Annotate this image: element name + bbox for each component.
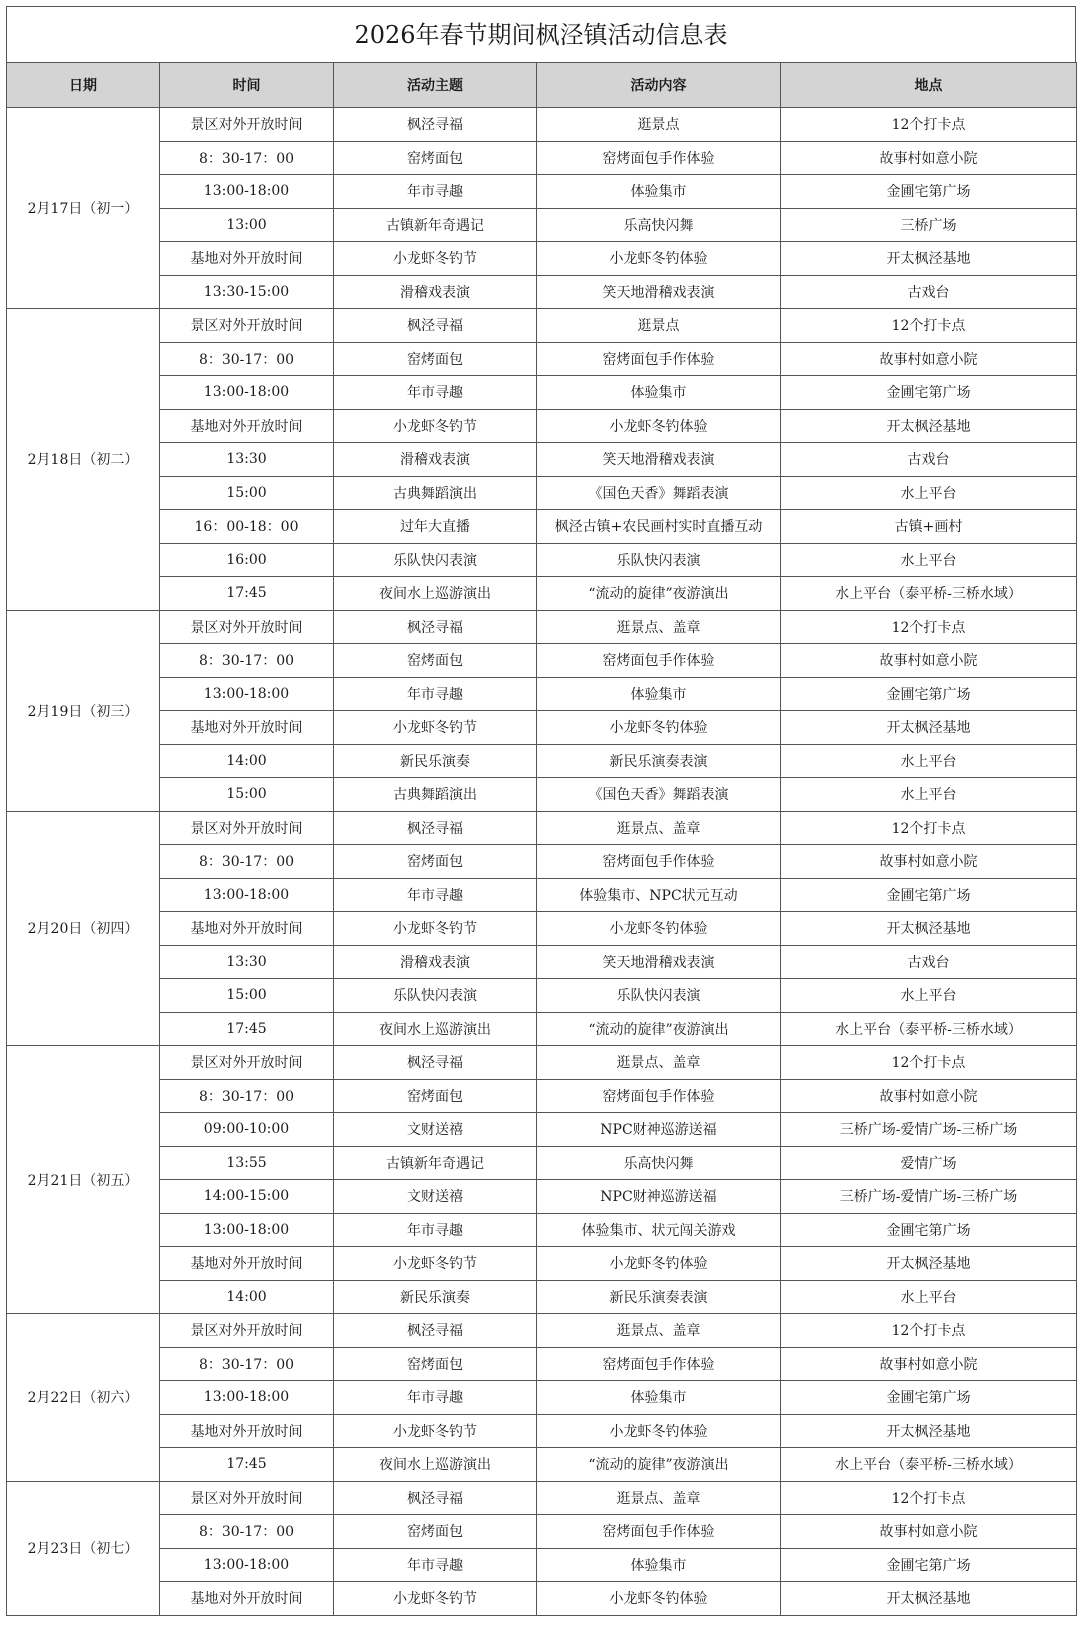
- theme-cell: 新民乐演奏: [334, 1280, 537, 1314]
- theme-cell: 窑烤面包: [334, 644, 537, 678]
- table-row: [7, 175, 1077, 209]
- place-cell: 水上平台: [781, 1280, 1077, 1314]
- content-cell: 《国色天香》舞蹈表演: [537, 476, 781, 510]
- time-cell: 13:00: [160, 208, 334, 242]
- content-cell: 逛景点、盖章: [537, 811, 781, 845]
- table-row: [7, 1582, 1077, 1616]
- time-cell: 8：30-17：00: [160, 342, 334, 376]
- table-row: [7, 1381, 1077, 1415]
- table-row: [7, 141, 1077, 175]
- theme-cell: 过年大直播: [334, 510, 537, 544]
- table-row: [7, 108, 1077, 142]
- table-row: [7, 1481, 1077, 1515]
- place-cell: 故事村如意小院: [781, 141, 1077, 175]
- theme-cell: 枫泾寻福: [334, 610, 537, 644]
- content-cell: 小龙虾冬钓体验: [537, 912, 781, 946]
- place-cell: 古戏台: [781, 443, 1077, 477]
- table-row: [7, 443, 1077, 477]
- time-cell: 基地对外开放时间: [160, 912, 334, 946]
- theme-cell: 年市寻趣: [334, 677, 537, 711]
- time-cell: 景区对外开放时间: [160, 108, 334, 142]
- place-cell: 金圃宅第广场: [781, 677, 1077, 711]
- date-cell: 2月21日（初五）: [7, 1046, 160, 1314]
- content-cell: 乐队快闪表演: [537, 979, 781, 1013]
- content-cell: “流动的旋律”夜游演出: [537, 577, 781, 611]
- table-row: [7, 1180, 1077, 1214]
- table-row: [7, 1213, 1077, 1247]
- content-cell: 《国色天香》舞蹈表演: [537, 778, 781, 812]
- content-cell: NPC财神巡游送福: [537, 1180, 781, 1214]
- content-cell: 体验集市: [537, 376, 781, 410]
- time-cell: 13:00-18:00: [160, 1381, 334, 1415]
- table-row: [7, 1046, 1077, 1080]
- place-cell: 开太枫泾基地: [781, 912, 1077, 946]
- place-cell: 12个打卡点: [781, 1046, 1077, 1080]
- content-cell: 小龙虾冬钓体验: [537, 409, 781, 443]
- place-cell: 金圃宅第广场: [781, 1548, 1077, 1582]
- time-cell: 17:45: [160, 1448, 334, 1482]
- time-cell: 8：30-17：00: [160, 845, 334, 879]
- table-row: [7, 1280, 1077, 1314]
- theme-cell: 小龙虾冬钓节: [334, 242, 537, 276]
- place-cell: 开太枫泾基地: [781, 1582, 1077, 1616]
- time-cell: 8：30-17：00: [160, 1515, 334, 1549]
- time-cell: 13:30: [160, 443, 334, 477]
- place-cell: 12个打卡点: [781, 1481, 1077, 1515]
- table-row: [7, 510, 1077, 544]
- content-cell: 体验集市、状元闯关游戏: [537, 1213, 781, 1247]
- header-place: 地点: [781, 63, 1077, 108]
- table-row: [7, 1314, 1077, 1348]
- place-cell: 水上平台（泰平桥-三桥水域）: [781, 577, 1077, 611]
- place-cell: 开太枫泾基地: [781, 1414, 1077, 1448]
- time-cell: 15:00: [160, 476, 334, 510]
- content-cell: 窑烤面包手作体验: [537, 1515, 781, 1549]
- table-row: [7, 945, 1077, 979]
- theme-cell: 乐队快闪表演: [334, 543, 537, 577]
- place-cell: 水上平台: [781, 543, 1077, 577]
- content-cell: “流动的旋律”夜游演出: [537, 1448, 781, 1482]
- content-cell: 窑烤面包手作体验: [537, 141, 781, 175]
- theme-cell: 年市寻趣: [334, 1381, 537, 1415]
- theme-cell: 枫泾寻福: [334, 108, 537, 142]
- content-cell: 逛景点、盖章: [537, 1481, 781, 1515]
- place-cell: 故事村如意小院: [781, 845, 1077, 879]
- date-cell: 2月23日（初七）: [7, 1481, 160, 1615]
- time-cell: 15:00: [160, 979, 334, 1013]
- table-row: [7, 711, 1077, 745]
- table-row: [7, 342, 1077, 376]
- time-cell: 17:45: [160, 577, 334, 611]
- time-cell: 基地对外开放时间: [160, 1247, 334, 1281]
- content-cell: 窑烤面包手作体验: [537, 1347, 781, 1381]
- place-cell: 水上平台: [781, 778, 1077, 812]
- table-row: [7, 845, 1077, 879]
- time-cell: 8：30-17：00: [160, 1347, 334, 1381]
- theme-cell: 小龙虾冬钓节: [334, 1582, 537, 1616]
- theme-cell: 窑烤面包: [334, 141, 537, 175]
- time-cell: 15:00: [160, 778, 334, 812]
- header-time: 时间: [160, 63, 334, 108]
- content-cell: 笑天地滑稽戏表演: [537, 275, 781, 309]
- content-cell: 窑烤面包手作体验: [537, 1079, 781, 1113]
- theme-cell: 小龙虾冬钓节: [334, 409, 537, 443]
- place-cell: 古戏台: [781, 945, 1077, 979]
- date-cell: 2月17日（初一）: [7, 108, 160, 309]
- time-cell: 13:00-18:00: [160, 175, 334, 209]
- theme-cell: 枫泾寻福: [334, 811, 537, 845]
- table-row: [7, 1079, 1077, 1113]
- time-cell: 13:30: [160, 945, 334, 979]
- theme-cell: 窑烤面包: [334, 1079, 537, 1113]
- time-cell: 景区对外开放时间: [160, 610, 334, 644]
- content-cell: NPC财神巡游送福: [537, 1113, 781, 1147]
- place-cell: 水上平台（泰平桥-三桥水域）: [781, 1448, 1077, 1482]
- place-cell: 故事村如意小院: [781, 342, 1077, 376]
- place-cell: 12个打卡点: [781, 309, 1077, 343]
- place-cell: 三桥广场: [781, 208, 1077, 242]
- table-row: [7, 577, 1077, 611]
- theme-cell: 文财送禧: [334, 1113, 537, 1147]
- table-row: [7, 1347, 1077, 1381]
- time-cell: 8：30-17：00: [160, 644, 334, 678]
- table-row: [7, 811, 1077, 845]
- table-row: [7, 476, 1077, 510]
- theme-cell: 枫泾寻福: [334, 309, 537, 343]
- table-row: [7, 208, 1077, 242]
- time-cell: 8：30-17：00: [160, 1079, 334, 1113]
- place-cell: 三桥广场-爱情广场-三桥广场: [781, 1113, 1077, 1147]
- content-cell: 新民乐演奏表演: [537, 744, 781, 778]
- content-cell: 体验集市: [537, 1381, 781, 1415]
- theme-cell: 窑烤面包: [334, 845, 537, 879]
- date-cell: 2月20日（初四）: [7, 811, 160, 1046]
- table-row: [7, 1146, 1077, 1180]
- time-cell: 13:00-18:00: [160, 1213, 334, 1247]
- content-cell: 小龙虾冬钓体验: [537, 1247, 781, 1281]
- theme-cell: 古镇新年奇遇记: [334, 208, 537, 242]
- time-cell: 16：00-18：00: [160, 510, 334, 544]
- place-cell: 12个打卡点: [781, 1314, 1077, 1348]
- theme-cell: 夜间水上巡游演出: [334, 577, 537, 611]
- place-cell: 水上平台: [781, 744, 1077, 778]
- table-row: [7, 409, 1077, 443]
- place-cell: 金圃宅第广场: [781, 376, 1077, 410]
- content-cell: 逛景点: [537, 108, 781, 142]
- theme-cell: 古镇新年奇遇记: [334, 1146, 537, 1180]
- theme-cell: 滑稽戏表演: [334, 443, 537, 477]
- date-cell: 2月22日（初六）: [7, 1314, 160, 1482]
- time-cell: 基地对外开放时间: [160, 1582, 334, 1616]
- content-cell: “流动的旋律”夜游演出: [537, 1012, 781, 1046]
- time-cell: 8：30-17：00: [160, 141, 334, 175]
- theme-cell: 窑烤面包: [334, 1347, 537, 1381]
- time-cell: 14:00: [160, 744, 334, 778]
- header-content: 活动内容: [537, 63, 781, 108]
- place-cell: 三桥广场-爱情广场-三桥广场: [781, 1180, 1077, 1214]
- time-cell: 基地对外开放时间: [160, 711, 334, 745]
- place-cell: 开太枫泾基地: [781, 242, 1077, 276]
- content-cell: 逛景点、盖章: [537, 1046, 781, 1080]
- time-cell: 13:00-18:00: [160, 878, 334, 912]
- content-cell: 新民乐演奏表演: [537, 1280, 781, 1314]
- place-cell: 爱情广场: [781, 1146, 1077, 1180]
- content-cell: 小龙虾冬钓体验: [537, 1582, 781, 1616]
- theme-cell: 年市寻趣: [334, 175, 537, 209]
- time-cell: 13:00-18:00: [160, 677, 334, 711]
- place-cell: 金圃宅第广场: [781, 878, 1077, 912]
- content-cell: 体验集市: [537, 175, 781, 209]
- content-cell: 乐高快闪舞: [537, 208, 781, 242]
- table-row: [7, 1247, 1077, 1281]
- theme-cell: 乐队快闪表演: [334, 979, 537, 1013]
- content-cell: 小龙虾冬钓体验: [537, 1414, 781, 1448]
- table-row: [7, 309, 1077, 343]
- table-row: [7, 677, 1077, 711]
- header-theme: 活动主题: [334, 63, 537, 108]
- table-row: [7, 1414, 1077, 1448]
- schedule-table: [6, 62, 1077, 1616]
- table-row: [7, 1515, 1077, 1549]
- place-cell: 水上平台: [781, 979, 1077, 1013]
- time-cell: 14:00: [160, 1280, 334, 1314]
- table-row: [7, 979, 1077, 1013]
- theme-cell: 窑烤面包: [334, 342, 537, 376]
- time-cell: 13:55: [160, 1146, 334, 1180]
- theme-cell: 文财送禧: [334, 1180, 537, 1214]
- content-cell: 乐队快闪表演: [537, 543, 781, 577]
- table-row: [7, 610, 1077, 644]
- content-cell: 逛景点、盖章: [537, 1314, 781, 1348]
- content-cell: 枫泾古镇+农民画村实时直播互动: [537, 510, 781, 544]
- content-cell: 窑烤面包手作体验: [537, 845, 781, 879]
- place-cell: 古镇+画村: [781, 510, 1077, 544]
- table-row: [7, 242, 1077, 276]
- schedule-sheet: [6, 6, 1076, 1630]
- time-cell: 景区对外开放时间: [160, 811, 334, 845]
- theme-cell: 年市寻趣: [334, 878, 537, 912]
- place-cell: 开太枫泾基地: [781, 1247, 1077, 1281]
- table-row: [7, 1448, 1077, 1482]
- place-cell: 12个打卡点: [781, 811, 1077, 845]
- place-cell: 12个打卡点: [781, 108, 1077, 142]
- time-cell: 景区对外开放时间: [160, 1314, 334, 1348]
- header-date: 日期: [7, 63, 160, 108]
- content-cell: 逛景点: [537, 309, 781, 343]
- theme-cell: 夜间水上巡游演出: [334, 1448, 537, 1482]
- time-cell: 13:00-18:00: [160, 376, 334, 410]
- date-cell: 2月18日（初二）: [7, 309, 160, 611]
- theme-cell: 年市寻趣: [334, 376, 537, 410]
- place-cell: 12个打卡点: [781, 610, 1077, 644]
- time-cell: 基地对外开放时间: [160, 1414, 334, 1448]
- table-row: [7, 1012, 1077, 1046]
- table-row: [7, 1113, 1077, 1147]
- content-cell: 体验集市、NPC状元互动: [537, 878, 781, 912]
- header-row: [7, 63, 1077, 108]
- theme-cell: 滑稽戏表演: [334, 275, 537, 309]
- table-row: [7, 778, 1077, 812]
- time-cell: 13:30-15:00: [160, 275, 334, 309]
- place-cell: 金圃宅第广场: [781, 1381, 1077, 1415]
- place-cell: 开太枫泾基地: [781, 409, 1077, 443]
- table-row: [7, 376, 1077, 410]
- content-cell: 乐高快闪舞: [537, 1146, 781, 1180]
- page-title: 2026年春节期间枫泾镇活动信息表: [6, 6, 1076, 62]
- place-cell: 故事村如意小院: [781, 644, 1077, 678]
- content-cell: 小龙虾冬钓体验: [537, 242, 781, 276]
- place-cell: 金圃宅第广场: [781, 175, 1077, 209]
- time-cell: 09:00-10:00: [160, 1113, 334, 1147]
- place-cell: 水上平台（泰平桥-三桥水域）: [781, 1012, 1077, 1046]
- content-cell: 逛景点、盖章: [537, 610, 781, 644]
- theme-cell: 年市寻趣: [334, 1548, 537, 1582]
- content-cell: 窑烤面包手作体验: [537, 342, 781, 376]
- theme-cell: 滑稽戏表演: [334, 945, 537, 979]
- theme-cell: 小龙虾冬钓节: [334, 1414, 537, 1448]
- content-cell: 体验集市: [537, 677, 781, 711]
- theme-cell: 窑烤面包: [334, 1515, 537, 1549]
- table-row: [7, 1548, 1077, 1582]
- place-cell: 故事村如意小院: [781, 1347, 1077, 1381]
- time-cell: 基地对外开放时间: [160, 242, 334, 276]
- place-cell: 故事村如意小院: [781, 1515, 1077, 1549]
- time-cell: 景区对外开放时间: [160, 309, 334, 343]
- theme-cell: 小龙虾冬钓节: [334, 912, 537, 946]
- time-cell: 景区对外开放时间: [160, 1481, 334, 1515]
- table-row: [7, 543, 1077, 577]
- place-cell: 古戏台: [781, 275, 1077, 309]
- content-cell: 笑天地滑稽戏表演: [537, 443, 781, 477]
- time-cell: 17:45: [160, 1012, 334, 1046]
- theme-cell: 枫泾寻福: [334, 1314, 537, 1348]
- theme-cell: 新民乐演奏: [334, 744, 537, 778]
- theme-cell: 小龙虾冬钓节: [334, 1247, 537, 1281]
- table-row: [7, 912, 1077, 946]
- content-cell: 窑烤面包手作体验: [537, 644, 781, 678]
- theme-cell: 枫泾寻福: [334, 1481, 537, 1515]
- date-cell: 2月19日（初三）: [7, 610, 160, 811]
- theme-cell: 小龙虾冬钓节: [334, 711, 537, 745]
- table-row: [7, 878, 1077, 912]
- time-cell: 13:00-18:00: [160, 1548, 334, 1582]
- time-cell: 14:00-15:00: [160, 1180, 334, 1214]
- time-cell: 16:00: [160, 543, 334, 577]
- theme-cell: 古典舞蹈演出: [334, 778, 537, 812]
- schedule-body: [7, 108, 1077, 1616]
- theme-cell: 枫泾寻福: [334, 1046, 537, 1080]
- time-cell: 基地对外开放时间: [160, 409, 334, 443]
- place-cell: 水上平台: [781, 476, 1077, 510]
- content-cell: 体验集市: [537, 1548, 781, 1582]
- content-cell: 小龙虾冬钓体验: [537, 711, 781, 745]
- theme-cell: 夜间水上巡游演出: [334, 1012, 537, 1046]
- content-cell: 笑天地滑稽戏表演: [537, 945, 781, 979]
- place-cell: 故事村如意小院: [781, 1079, 1077, 1113]
- place-cell: 开太枫泾基地: [781, 711, 1077, 745]
- time-cell: 景区对外开放时间: [160, 1046, 334, 1080]
- theme-cell: 年市寻趣: [334, 1213, 537, 1247]
- theme-cell: 古典舞蹈演出: [334, 476, 537, 510]
- table-row: [7, 275, 1077, 309]
- place-cell: 金圃宅第广场: [781, 1213, 1077, 1247]
- table-row: [7, 644, 1077, 678]
- table-row: [7, 744, 1077, 778]
